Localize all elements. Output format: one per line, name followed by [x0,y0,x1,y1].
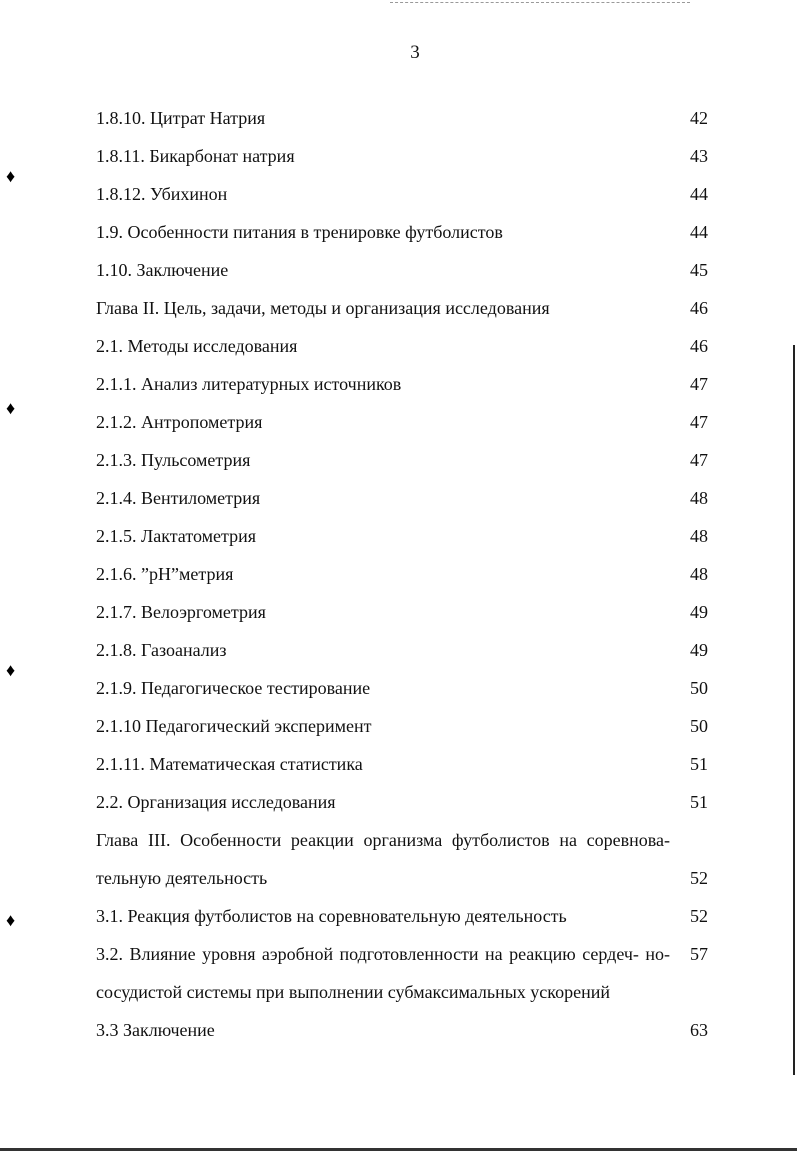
toc-entry-page: 46 [690,298,708,318]
toc-entry [96,479,710,517]
toc-entry-page: 46 [690,336,708,356]
toc-entry-page: 49 [690,602,708,622]
toc-entry-title: 2.1.2. Антропометрия [96,412,263,432]
toc-entry-title: 1.8.10. Цитрат Натрия [96,108,266,128]
toc-entry-page: 57 [690,944,708,964]
toc-entry [96,783,710,821]
toc-entry [96,517,710,555]
toc-entry [96,745,710,783]
toc-entry [96,403,710,441]
toc-entry-title: 1.8.11. Бикарбонат натрия [96,146,295,166]
binding-hole-icon: ♦ [6,166,16,186]
toc-entry-page: 44 [690,222,708,242]
binding-hole-icon: ♦ [6,398,16,418]
toc-entry-title: 3.2. Влияние уровня аэробной подготовленности на реакцию сердеч- но-сосудистой системы при выполнении субмаксимальных ускорений [96,944,670,1002]
toc-entry [96,707,710,745]
toc-entry [96,669,710,707]
toc-entry-title: 2.1.5. Лактатометрия [96,526,256,546]
toc-entry-page: 52 [690,868,708,888]
toc-entry-title: 2.1.4. Вентилометрия [96,488,261,508]
toc-entry-page: 49 [690,640,708,660]
scan-artifact-bottom [0,1148,797,1151]
toc-entry [96,631,710,669]
toc-entry-page: 51 [690,792,708,812]
toc-entry-page: 52 [690,906,708,926]
toc-entry [96,593,710,631]
toc-entry-title: 2.1.10 Педагогический эксперимент [96,716,372,736]
toc-entry [96,897,710,935]
toc-entry-title: 2.1.3. Пульсометрия [96,450,251,470]
scan-artifact-top [390,2,690,4]
table-of-contents [96,99,710,1049]
toc-entry [96,1011,710,1049]
binding-hole-icon: ♦ [6,910,16,930]
binding-hole-icon: ♦ [6,660,16,680]
toc-entry-title: 2.1.7. Велоэргометрия [96,602,266,622]
toc-entry-page: 45 [690,260,708,280]
toc-entry [96,555,710,593]
toc-entry [96,327,710,365]
toc-entry [96,935,710,1011]
toc-entry [96,137,710,175]
toc-entry-title: 3.1. Реакция футболистов на соревновательную деятельность [96,906,567,926]
toc-entry-title: 1.9. Особенности питания в тренировке футболистов [96,222,503,242]
toc-entry [96,821,710,897]
toc-entry-page: 50 [690,678,708,698]
toc-entry-page: 48 [690,526,708,546]
toc-entry [96,441,710,479]
toc-entry [96,99,710,137]
page-number: 3 [410,42,420,63]
toc-entry-title: 2.1.6. ”pH”метрия [96,564,234,584]
toc-entry-page: 51 [690,754,708,774]
toc-entry-title: 2.1. Методы исследования [96,336,298,356]
toc-entry-page: 50 [690,716,708,736]
toc-entry-page: 47 [690,374,708,394]
toc-entry-title: 2.1.1. Анализ литературных источников [96,374,402,394]
toc-entry-page: 42 [690,108,708,128]
toc-entry-page: 63 [690,1020,708,1040]
scan-artifact-edge [793,345,795,1075]
toc-entry-page: 43 [690,146,708,166]
toc-entry-title: Глава III. Особенности реакции организма футболистов на соревнова- тельную деятельность [96,830,670,888]
toc-entry-title: 3.3 Заключение [96,1020,215,1040]
toc-entry-title: 2.1.8. Газоанализ [96,640,227,660]
toc-entry-page: 47 [690,412,708,432]
toc-entry-title: 2.1.9. Педагогическое тестирование [96,678,371,698]
toc-entry [96,365,710,403]
toc-entry [96,251,710,289]
toc-entry [96,213,710,251]
toc-entry [96,289,710,327]
toc-entry-page: 48 [690,564,708,584]
toc-entry [96,175,710,213]
toc-entry-title: 1.10. Заключение [96,260,229,280]
toc-entry-title: 1.8.12. Убихинон [96,184,228,204]
toc-entry-page: 47 [690,450,708,470]
toc-entry-page: 48 [690,488,708,508]
toc-entry-page: 44 [690,184,708,204]
toc-entry-title: 2.1.11. Математическая статистика [96,754,363,774]
toc-entry-title: 2.2. Организация исследования [96,792,336,812]
toc-entry-title: Глава II. Цель, задачи, методы и организация исследования [96,298,550,318]
